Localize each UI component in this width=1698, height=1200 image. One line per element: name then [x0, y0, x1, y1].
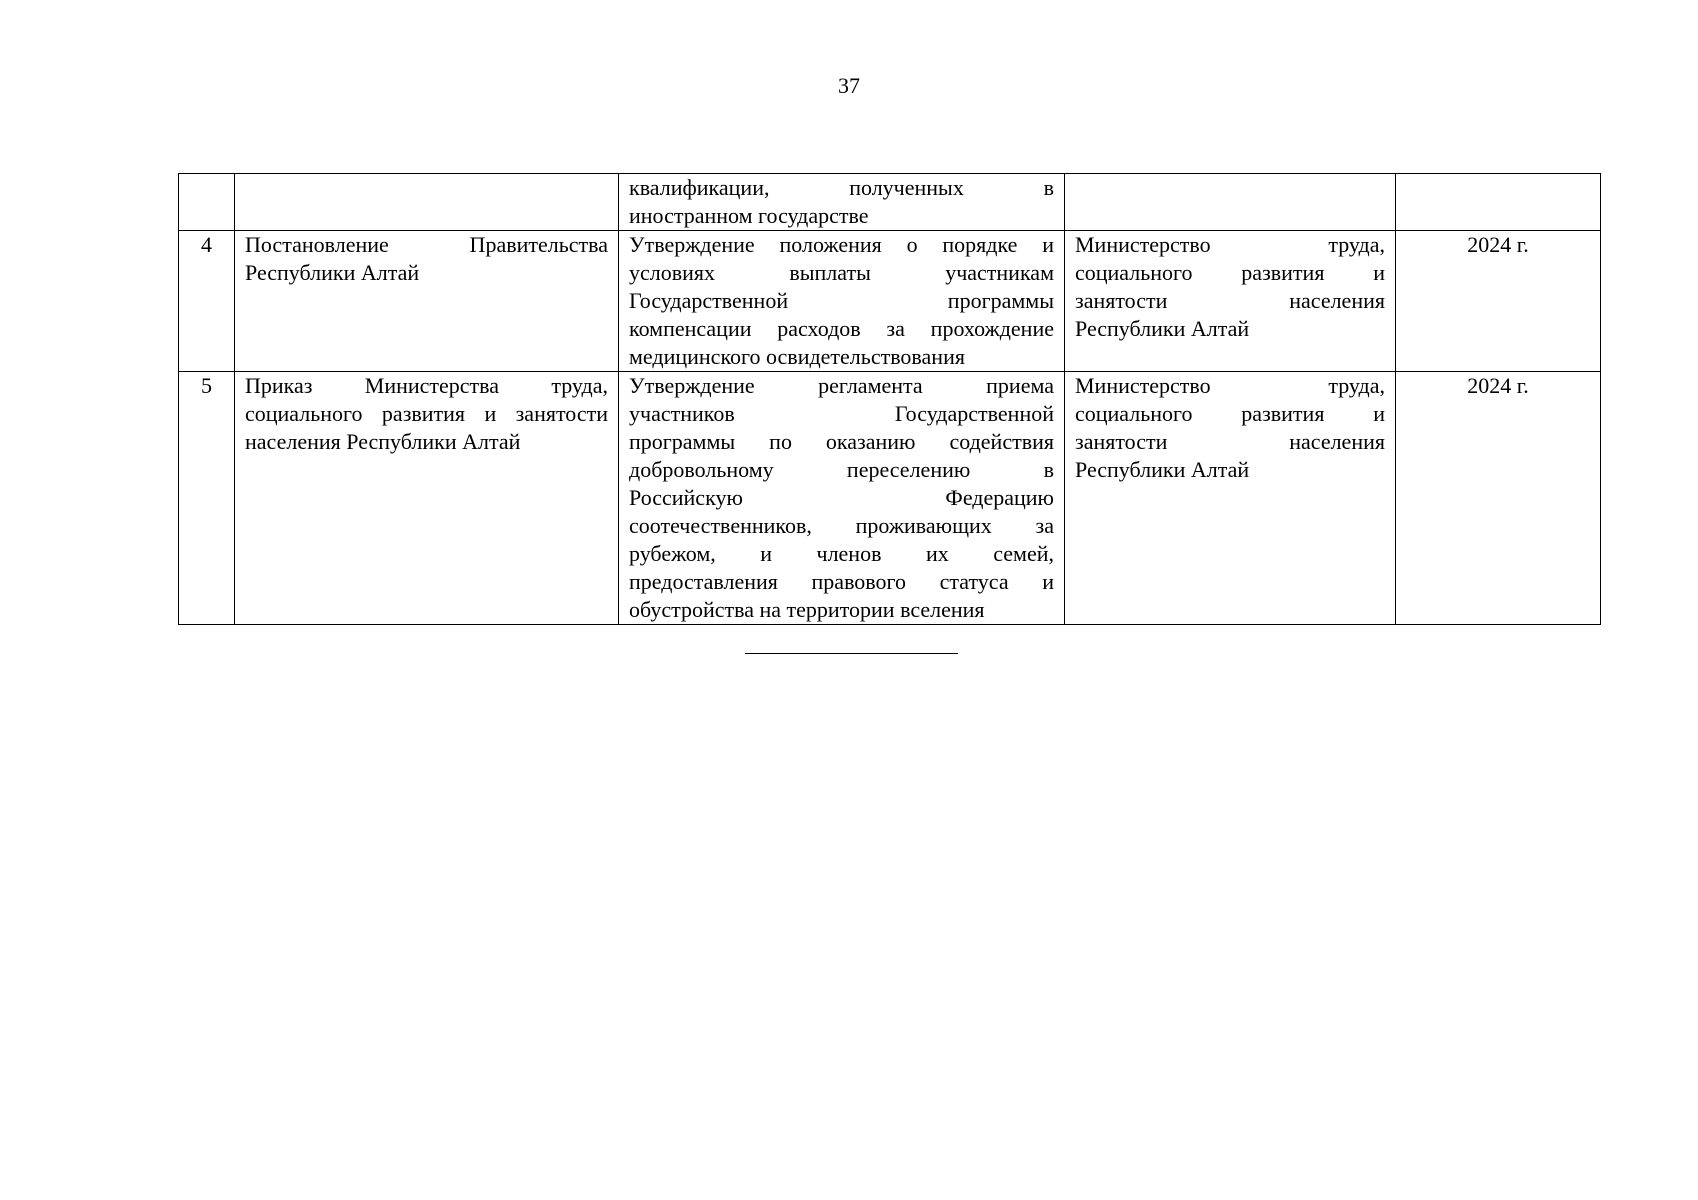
subject-line: Государственной программы [629, 288, 1054, 313]
subject-line: компенсации расходов за прохождение [629, 316, 1054, 341]
table-row [179, 372, 1601, 625]
plan-table [178, 173, 1601, 625]
document-type-cell [235, 231, 619, 372]
end-of-document-rule [745, 653, 958, 654]
year-cell: 2024 г. [1396, 372, 1601, 625]
subject-line: квалификации, полученных в [629, 175, 1054, 200]
doc-type-line: Республики Алтай [245, 260, 420, 285]
responsible-line: занятости населения [1075, 288, 1385, 313]
responsible-line: занятости населения [1075, 429, 1385, 454]
responsible-cell [1065, 231, 1396, 372]
subject-line: программы по оказанию содействия [629, 429, 1054, 454]
responsible-cell [1065, 372, 1396, 625]
year-cell [1396, 174, 1601, 231]
responsible-line: Республики Алтай [1075, 316, 1250, 341]
table-row [179, 174, 1601, 231]
document-type-cell [235, 372, 619, 625]
doc-type-line: Постановление Правительства [245, 232, 608, 257]
page-number: 37 [838, 73, 860, 98]
subject-line: Утверждение положения о порядке и [629, 232, 1054, 257]
year-cell: 2024 г. [1396, 231, 1601, 372]
responsible-line: Министерство труда, [1075, 232, 1385, 257]
table-row [179, 231, 1601, 372]
subject-line: соотечественников, проживающих за [629, 513, 1054, 538]
responsible-line: социального развития и [1075, 401, 1385, 426]
doc-type-line: Приказ Министерства труда, [245, 373, 608, 398]
responsible-line: Республики Алтай [1075, 457, 1250, 482]
subject-line: условиях выплаты участникам [629, 260, 1054, 285]
responsible-line: Министерство труда, [1075, 373, 1385, 398]
row-number: 5 [179, 372, 235, 625]
document-type-cell [235, 174, 619, 231]
subject-line: Российскую Федерацию [629, 485, 1054, 510]
subject-line: предоставления правового статуса и [629, 569, 1054, 594]
row-number: 4 [179, 231, 235, 372]
doc-type-line: социального развития и занятости [245, 401, 608, 426]
subject-line: участников Государственной [629, 401, 1054, 426]
subject-line: медицинского освидетельствования [629, 344, 965, 369]
document-subject-cell [619, 174, 1065, 231]
responsible-cell [1065, 174, 1396, 231]
subject-line: Утверждение регламента приема [629, 373, 1054, 398]
responsible-line: социального развития и [1075, 260, 1385, 285]
row-number [179, 174, 235, 231]
subject-line: иностранном государстве [629, 203, 869, 228]
subject-line: обустройства на территории вселения [629, 597, 985, 622]
subject-line: рубежом, и членов их семей, [629, 541, 1054, 566]
document-subject-cell [619, 372, 1065, 625]
doc-type-line: населения Республики Алтай [245, 429, 521, 454]
document-subject-cell [619, 231, 1065, 372]
subject-line: добровольному переселению в [629, 457, 1054, 482]
